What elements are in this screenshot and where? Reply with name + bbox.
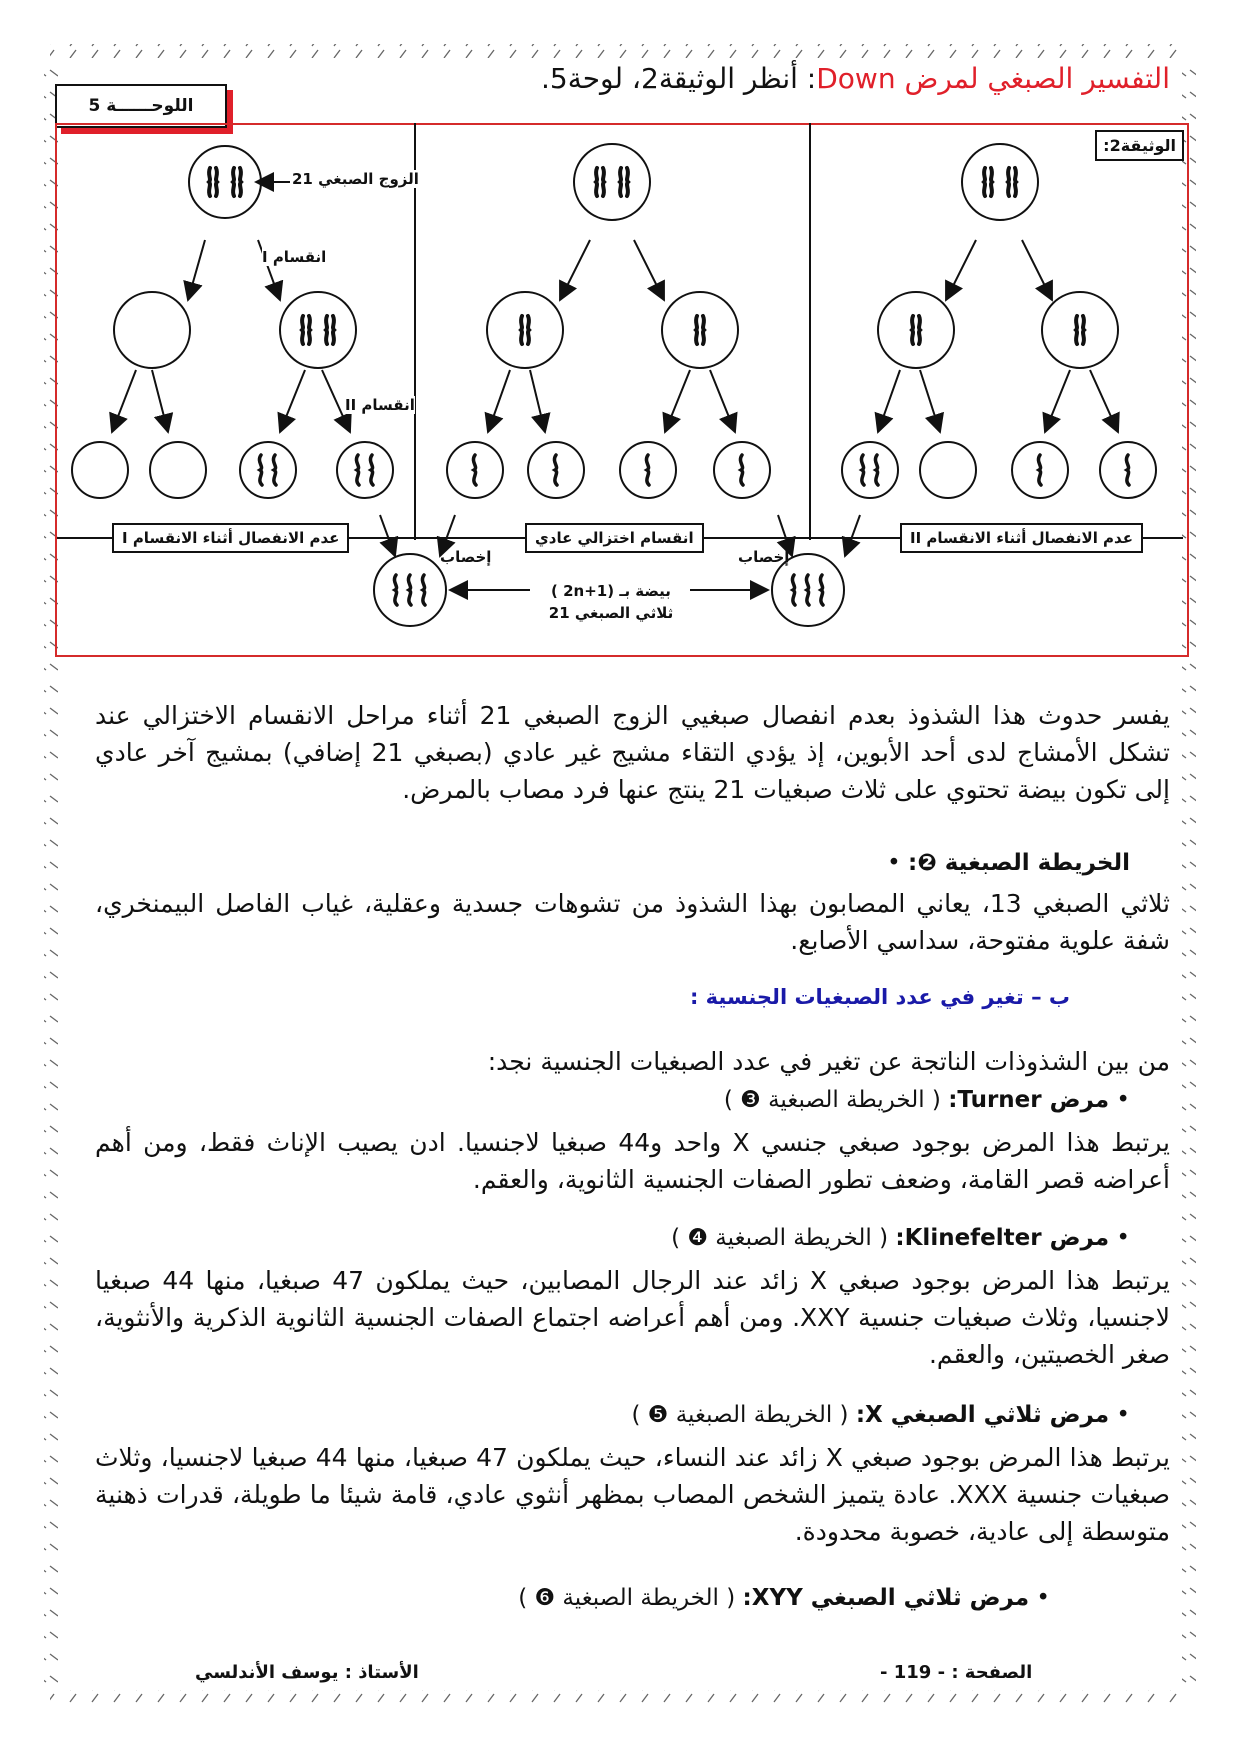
paragraph-1: يفسر حدوث هذا الشذوذ بعدم انفصال صبغيي الزوج الصبغي 21 أثناء مراحل الانقسام الاختزالي عند تشكل الأمشاج لدى أحد الأبوين، إذ يؤدي التقاء مشيج غير عادي (بصبغي 21 إضافي) بمشيج آخر عادي إلى تكون بيضة تحتوي على ثلاث صبغيات 21 ينتج عنها فرد مصاب بالمرض. xyxy=(95,701,1170,804)
xyy-name: مرض ثلاثي الصبغي XYY: xyxy=(742,1585,1030,1611)
page-number: الصفحة : - 119 - xyxy=(880,1662,1033,1683)
left-panel-cells xyxy=(72,146,455,556)
klinefelter-text: يرتبط هذا المرض بوجود صبغي X زائد عند الرجال المصابين، حيث يملكون 47 صبغيا، منها 44 صبغيا لاجنسيا، وثلاث صبغيات جنسية XXY. ومن أهم أعراضه اجتماع الصفات الجنسية الثانوية الذكرية والأنثوية، صغر الخصيتين، والعقم. xyxy=(95,1266,1170,1369)
egg-caption-line1: بيضة بـ (2n+1 ) xyxy=(551,582,671,600)
intro-text: من بين الشذوذات الناتجة عن تغير في عدد الصبغيات الجنسية نجد: xyxy=(487,1047,1170,1076)
egg-caption-line2: ثلاثي الصبغي 21 xyxy=(548,604,674,622)
map2-title-text: الخريطة الصبغية ❷: xyxy=(908,850,1130,876)
turner-ref: ( الخريطة الصبغية ❸ ) xyxy=(723,1087,941,1113)
header-suffix: : أنظر الوثيقة2، لوحة5. xyxy=(540,62,817,95)
division-1-label: انقسام I xyxy=(262,248,327,266)
turner-text: يرتبط هذا المرض بوجود صبغي جنسي X واحد و44 صبغيا لاجنسيا. ادن يصيب الإناث فقط، ومن أهم أعراضه قصر القامة، وضعف تطور الصفات الجنسية الثانوية، والعقم. xyxy=(95,1128,1170,1194)
xyy-title: • مرض ثلاثي الصبغي XYY: ( الخريطة الصبغية ❻ ) xyxy=(518,1585,1050,1611)
klinefelter-name: مرض Klinefelter: xyxy=(895,1225,1110,1251)
section-b-title: ب – تغير في عدد الصبغيات الجنسية : xyxy=(689,985,1070,1009)
trisomy-x-name: مرض ثلاثي الصبغي X: xyxy=(855,1402,1110,1428)
trisomy-x-ref: ( الخريطة الصبغية ❺ ) xyxy=(631,1402,849,1428)
header-disease: Down xyxy=(816,62,896,95)
map2-title: الخريطة الصبغية ❷: • xyxy=(887,850,1130,876)
trisomy-x-text: يرتبط هذا المرض بوجود صبغي X زائد عند النساء، حيث يملكون 47 صبغيا، منها 44 صبغيا لاجنسيا، وثلاث صبغيات جنسية XXX. عادة يتميز الشخص المصاب بمظهر أنثوي عادي، قامة شيئا ما طويلة، قدرات ذهنية متوسطة إلى عادية، خصوبة محدودة. xyxy=(95,1443,1170,1546)
turner-name: مرض Turner: xyxy=(948,1087,1110,1113)
panel-middle-label: انقسام اختزالي عادي xyxy=(525,523,704,553)
document-label: الوثيقة2: xyxy=(1095,130,1184,161)
pair-label: الزوج الصبغي 21 xyxy=(292,170,419,188)
map2-text: ثلاثي الصبغي 13، يعاني المصابون بهذا الشذوذ من تشوهات جسدية وعقلية، غياب الفاصل البيمنخري، شفة علوية مفتوحة، سداسي الأصابع. xyxy=(95,889,1171,955)
trisomy-x-title: • مرض ثلاثي الصبغي X: ( الخريطة الصبغية ❺ ) xyxy=(631,1402,1130,1428)
right-panel-cells xyxy=(842,144,1156,498)
middle-panel-cells xyxy=(447,144,860,556)
meiosis-diagram xyxy=(0,0,1240,660)
xyy-ref: ( الخريطة الصبغية ❻ ) xyxy=(518,1585,736,1611)
klinefelter-title: • مرض Klinefelter: ( الخريطة الصبغية ❹ ) xyxy=(671,1225,1130,1251)
header-prefix: التفسير الصبغي لمرض xyxy=(904,62,1170,95)
author: الأستاذ : يوسف الأندلسي xyxy=(195,1662,419,1683)
fertilization-left-label: إخصاب xyxy=(440,548,492,566)
fertilization-right-label: إخصاب xyxy=(738,548,790,566)
division-2-label: انقسام II xyxy=(345,396,415,414)
panel-right-label: عدم الانفصال أثناء الانقسام II xyxy=(900,523,1143,553)
panel-left-label: عدم الانفصال أثناء الانقسام I xyxy=(112,523,349,553)
egg-caption xyxy=(536,580,686,624)
board-label: اللوحــــــة 5 xyxy=(55,84,227,128)
klinefelter-ref: ( الخريطة الصبغية ❹ ) xyxy=(671,1225,889,1251)
turner-title: • مرض Turner: ( الخريطة الصبغية ❸ ) xyxy=(723,1087,1130,1113)
